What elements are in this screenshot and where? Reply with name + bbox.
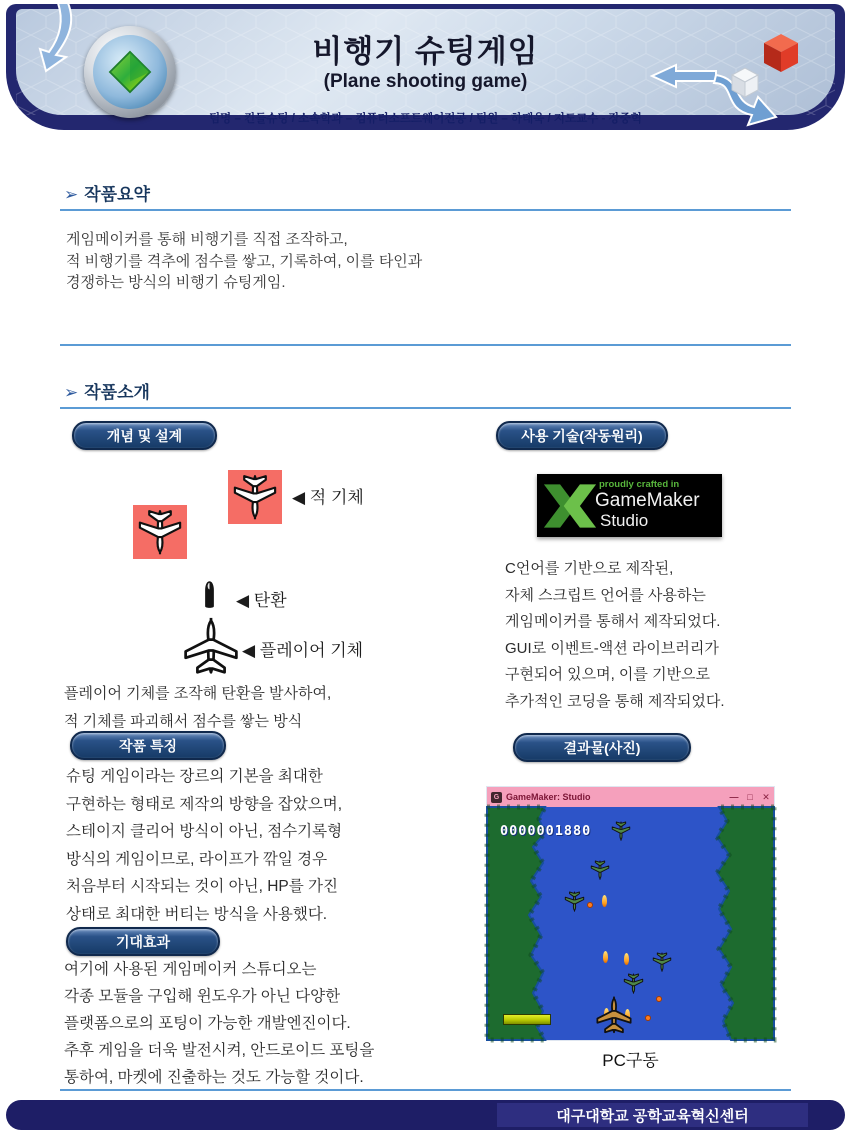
text-line: 게임메이커를 통해 비행기를 직접 조작하고, [66, 231, 348, 248]
gamemaker-logo [537, 474, 722, 537]
intro-heading-label: 작품소개 [84, 383, 150, 402]
bullet-sprite [603, 951, 608, 963]
text-line: 적 비행기를 격추에 점수를 쌓고, 기록하여, 이를 타인과 [66, 252, 423, 270]
game-window-title: GameMaker: Studio [506, 792, 591, 802]
enemy-shot-sprite [645, 1015, 651, 1021]
footer-org-name: 대구대학교 공학교육혁신센터 [497, 1103, 808, 1127]
text-line: 경쟁하는 방식의 비행기 슈팅게임. [66, 274, 286, 291]
enemy-shot-sprite [656, 996, 662, 1002]
bullet-label: ◀ 탄환 [236, 591, 287, 610]
game-screenshot-window [487, 787, 774, 1040]
bullet-icon [202, 580, 217, 610]
enemy-plane-sprite [611, 821, 631, 841]
gamemaker-window-icon: G [491, 792, 502, 803]
enemy-label: ◀ 적 기체 [292, 488, 364, 507]
player-plane-icon [182, 617, 240, 675]
text-line: 적 기체를 파괴해서 점수를 쌓는 방식 [64, 713, 303, 730]
text-line: 각종 모듈을 구입해 윈도우가 아닌 다양한 [64, 988, 341, 1005]
footer-bar [6, 1100, 845, 1130]
arrow-marker-icon: ➢ [64, 383, 79, 402]
gamemaker-name: GameMaker [595, 490, 700, 511]
text-line: 자체 스크립트 언어를 사용하는 [505, 586, 706, 604]
enemy-plane-sprite [564, 891, 585, 912]
text-line: 방식의 게임이므로, 라이프가 깎일 경우 [66, 850, 328, 868]
features-pill: 작품 특징 [70, 731, 226, 760]
text-line: 스테이지 클리어 방식이 아닌, 점수기록형 [66, 823, 343, 840]
header-banner [6, 4, 845, 130]
gamemaker-studio: Studio [600, 511, 649, 530]
text-line: 추후 게임을 더욱 발전시켜, 안드로이드 포팅을 [64, 1042, 375, 1059]
divider-line [60, 209, 791, 211]
game-play-area [487, 807, 774, 1040]
enemy-plane-sprite [590, 860, 610, 880]
enemy-plane-sprite [623, 973, 644, 994]
summary-text [66, 229, 422, 294]
technology-text [505, 556, 725, 715]
text-line: GUI로 이벤트-액션 라이브러리가 [505, 639, 719, 657]
divider-line [60, 344, 791, 346]
intro-heading [64, 378, 150, 403]
poster-subtitle: (Plane shooting game) [323, 71, 528, 92]
enemy-sprite-box [133, 505, 187, 559]
text-line: 처음부터 시작되는 것이 아닌, HP를 가진 [66, 878, 338, 895]
university-logo-seal [93, 35, 167, 109]
team-info: 팀명 – 킨들슈팅 / 소속학과 – 컴퓨터소프트웨어전공 / 팀원 – 하태욱 / 지도교수 - 장중혁 [209, 113, 642, 125]
enemy-plane-icon [137, 509, 183, 555]
screenshot-caption: PC구동 [602, 1051, 659, 1070]
text-line: 구현되어 있으며, 이를 기반으로 [505, 666, 711, 683]
effects-text [64, 956, 374, 1091]
technology-pill: 사용 기술(작동원리) [496, 421, 668, 450]
text-line: C언어를 기반으로 제작된, [505, 560, 674, 577]
left-bank [487, 807, 545, 1040]
enemy-shot-sprite [587, 902, 593, 908]
results-pill: 결과물(사진) [513, 733, 691, 762]
effects-pill: 기대효과 [66, 927, 220, 956]
player-plane-sprite [595, 996, 633, 1034]
bullet-sprite [602, 895, 607, 907]
bullet-sprite [624, 953, 629, 965]
text-line: 게임메이커를 통해서 제작되었다. [505, 613, 721, 630]
hp-bar [503, 1014, 551, 1025]
summary-heading [64, 180, 150, 205]
text-line: 상태로 최대한 버티는 방식을 사용했다. [66, 905, 328, 923]
player-label: ◀ 플레이어 기체 [242, 641, 364, 660]
game-window-titlebar [487, 787, 774, 807]
divider-line [60, 407, 791, 409]
text-line: 슈팅 게임이라는 장르의 기본을 최대한 [66, 768, 323, 785]
concept-pill: 개념 및 설계 [72, 421, 217, 450]
maximize-button: □ [747, 792, 753, 802]
gamemaker-x-icon [543, 482, 597, 530]
text-line: 플레이어 기체를 조작해 탄환을 발사하여, [64, 685, 332, 702]
enemy-sprite-box [228, 470, 282, 524]
text-line: 플랫폼으로의 포팅이 가능한 개발엔진이다. [64, 1015, 351, 1032]
text-line: 추가적인 코딩을 통해 제작되었다. [505, 692, 725, 710]
close-button: ✕ [762, 791, 770, 802]
poster-title: 비행기 슈팅게임 [312, 34, 539, 69]
gamemaker-tagline: proudly crafted in [599, 479, 680, 490]
enemy-plane-icon [232, 474, 278, 520]
text-line: 구현하는 형태로 제작의 방향을 잡았으며, [66, 795, 343, 813]
logo-diamond-icon [104, 46, 156, 98]
concept-text [64, 680, 331, 736]
enemy-plane-sprite [652, 952, 672, 972]
features-text [66, 763, 342, 928]
summary-heading-label: 작품요약 [84, 185, 150, 204]
arrow-marker-icon: ➢ [64, 185, 79, 204]
score-display: 0000001880 [500, 823, 592, 839]
text-line: 통하여, 마켓에 진출하는 것도 가능할 것이다. [64, 1069, 364, 1086]
text-line: 여기에 사용된 게임메이커 스튜디오는 [64, 961, 317, 978]
university-logo [84, 26, 176, 118]
minimize-button: — [729, 792, 739, 802]
divider-line [60, 1089, 791, 1091]
